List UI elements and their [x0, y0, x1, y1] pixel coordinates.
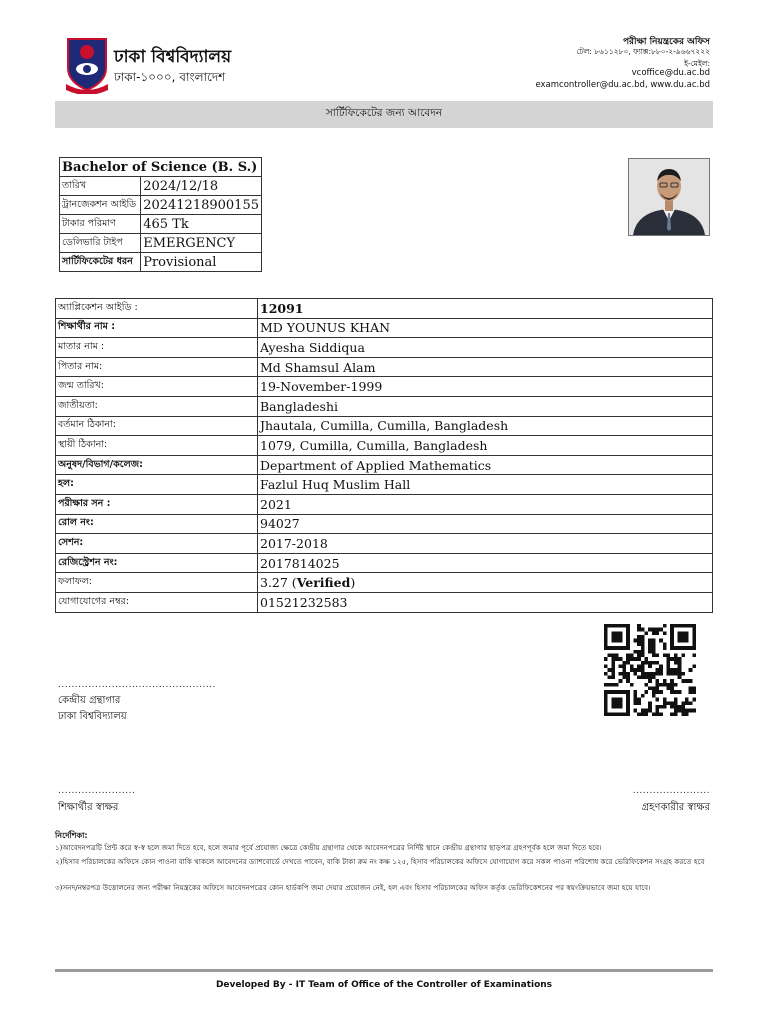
detail-label: অ্যাপ্লিকেশন আইডি : — [56, 299, 258, 319]
university-address: ঢাকা-১০০০, বাংলাদেশ — [114, 70, 226, 84]
detail-label: অনুষদ/বিভাগ/কলেজ: — [56, 455, 258, 475]
qr-code — [602, 624, 698, 716]
detail-value: Md Shamsul Alam — [258, 357, 713, 377]
email-vcoffice: vcoffice@du.ac.bd — [631, 68, 710, 78]
detail-value: 2017814025 — [258, 553, 713, 573]
detail-row — [56, 338, 713, 358]
university-logo — [64, 36, 110, 94]
library-signature-line: ............................................... — [58, 680, 216, 690]
detail-label: জাতীয়তা: — [56, 396, 258, 416]
detail-value: 19-November-1999 — [258, 377, 713, 397]
instructions-title: নির্দেশিকা: — [55, 831, 88, 840]
detail-label: শিক্ষার্থীর নাম : — [56, 318, 258, 338]
detail-row — [56, 514, 713, 534]
office-name: পরীক্ষা নিয়ন্ত্রকের অফিস — [622, 37, 710, 47]
footer-divider — [55, 969, 713, 972]
summary-value: Provisional — [141, 253, 262, 272]
detail-row — [56, 318, 713, 338]
application-summary-table — [59, 157, 262, 272]
summary-value: 2024/12/18 — [141, 177, 262, 196]
detail-label: রেজিস্ট্রেশন নং: — [56, 553, 258, 573]
detail-label: পরীক্ষার সন : — [56, 494, 258, 514]
result-gpa: 3.27 ( — [260, 575, 297, 591]
instruction-item: ২)হিসাব পরিচালকের অফিসে কোন পাওনা বাকি থাকলে আবেদনের ড্যাশবোর্ডে দেখতে পাবেন, বাকি টাকা রুম নং কক্ষ ১২৫, হিসাব পরিচালকের অফিসে যোগাযোগ করে সকল পাওনা পরিশোধ করে ভেরিফিকেশন সংগ্রহ করতে হবে — [55, 857, 705, 866]
detail-value: Fazlul Huq Muslim Hall — [258, 475, 713, 495]
detail-value: 94027 — [258, 514, 713, 534]
detail-value: Department of Applied Mathematics — [258, 455, 713, 475]
library-university-label: ঢাকা বিশ্ববিদ্যালয় — [58, 711, 127, 722]
detail-value: Jhautala, Cumilla, Cumilla, Bangladesh — [258, 416, 713, 436]
university-name: ঢাকা বিশ্ববিদ্যালয় — [114, 47, 232, 67]
detail-row — [56, 534, 713, 554]
detail-row — [56, 357, 713, 377]
verified-status: Verified — [296, 575, 351, 591]
detail-value: MD YOUNUS KHAN — [258, 318, 713, 338]
detail-label: স্থায়ী ঠিকানা: — [56, 436, 258, 456]
detail-row — [56, 475, 713, 495]
detail-row — [56, 299, 713, 319]
summary-degree-row — [60, 158, 262, 177]
instruction-item: ১)আবেদনপত্রটি প্রিন্ট করে স্ব-স্ব হলে জমা দিতে হবে, হলে জমার পূর্বে প্রযোজ্য ক্ষেত্রে কেন্দ্রীয় গ্রন্থাগার থেকে আবেদনপত্রের নির্দিষ্ট স্থানে কেন্দ্রীয় গ্রন্থাগার ছাড়পত্র গ্রহণপূর্বক হলে জমা দিতে হবে। — [55, 843, 602, 852]
receiver-signature-line: ....................... — [632, 786, 710, 796]
detail-label: বর্তমান ঠিকানা: — [56, 416, 258, 436]
detail-value: Bangladeshi — [258, 396, 713, 416]
detail-row — [56, 494, 713, 514]
detail-label: পিতার নাম: — [56, 357, 258, 377]
detail-label: জন্ম তারিখ: — [56, 377, 258, 397]
detail-value: 1079, Cumilla, Cumilla, Bangladesh — [258, 436, 713, 456]
result-value — [258, 573, 713, 593]
result-suffix: ) — [350, 575, 356, 591]
detail-label: মাতার নাম : — [56, 338, 258, 358]
detail-label: ফলাফল: — [56, 573, 258, 593]
degree-title: Bachelor of Science (B. S.) — [60, 158, 262, 177]
form-title-bar: সার্টিফিকেটের জন্য আবেদন — [55, 101, 713, 128]
summary-label: সার্টিফিকেটের ধরন — [60, 253, 141, 272]
detail-value: 2021 — [258, 494, 713, 514]
detail-label: যোগাযোগের নম্বর: — [56, 592, 258, 612]
detail-value: 2017-2018 — [258, 534, 713, 554]
email-label: ই-মেইল: — [684, 59, 710, 68]
detail-row — [56, 377, 713, 397]
summary-value: 465 Tk — [141, 215, 262, 234]
summary-value: EMERGENCY — [141, 234, 262, 253]
detail-value: 01521232583 — [258, 592, 713, 612]
detail-row — [56, 416, 713, 436]
student-signature-label: শিক্ষার্থীর স্বাক্ষর — [58, 802, 119, 813]
email-examcontroller: examcontroller@du.ac.bd, www.du.ac.bd — [535, 80, 710, 90]
summary-row — [60, 234, 262, 253]
summary-row — [60, 253, 262, 272]
office-phone: টেল: ৮৬১১২৮০, ফ্যাক্স:৮৮০-২-৯৬৬৭২২২ — [576, 47, 710, 56]
detail-label: রোল নং: — [56, 514, 258, 534]
instruction-item: ৩)সনদ/নম্বরপত্র উত্তোলনের জন্য পরীক্ষা নিয়ন্ত্রকের অফিসে আবেদনপত্রের কোন হার্ডকপি জমা দেয়ার প্রয়োজন নেই, হল এবং হিসাব পরিচালকের অফিস কর্তৃক ভেরিফিকেশনের পর স্বয়ংক্রিয়ভাবে জমা হয়ে যাবে। — [55, 883, 651, 892]
summary-row — [60, 177, 262, 196]
detail-row — [56, 592, 713, 612]
detail-row — [56, 455, 713, 475]
detail-row — [56, 436, 713, 456]
summary-label: ট্রানজেকশন আইডি — [60, 196, 141, 215]
summary-row — [60, 215, 262, 234]
summary-label: ডেলিভারি টাইপ — [60, 234, 141, 253]
detail-value: 12091 — [258, 299, 713, 319]
summary-row — [60, 196, 262, 215]
student-photo — [628, 158, 710, 236]
summary-label: তারিখ — [60, 177, 141, 196]
detail-label: সেশন: — [56, 534, 258, 554]
summary-label: টাকার পরিমাণ — [60, 215, 141, 234]
student-details-table — [55, 298, 713, 613]
footer-credit: Developed By - IT Team of Office of the Controller of Examinations — [215, 980, 553, 990]
detail-value: Ayesha Siddiqua — [258, 338, 713, 358]
detail-row — [56, 553, 713, 573]
detail-row — [56, 573, 713, 593]
detail-row — [56, 396, 713, 416]
summary-value: 20241218900155 — [141, 196, 262, 215]
detail-label: হল: — [56, 475, 258, 495]
central-library-label: কেন্দ্রীয় গ্রন্থাগার — [58, 695, 121, 706]
student-signature-line: ....................... — [58, 786, 136, 796]
receiver-signature-label: গ্রহণকারীর স্বাক্ষর — [641, 802, 710, 813]
